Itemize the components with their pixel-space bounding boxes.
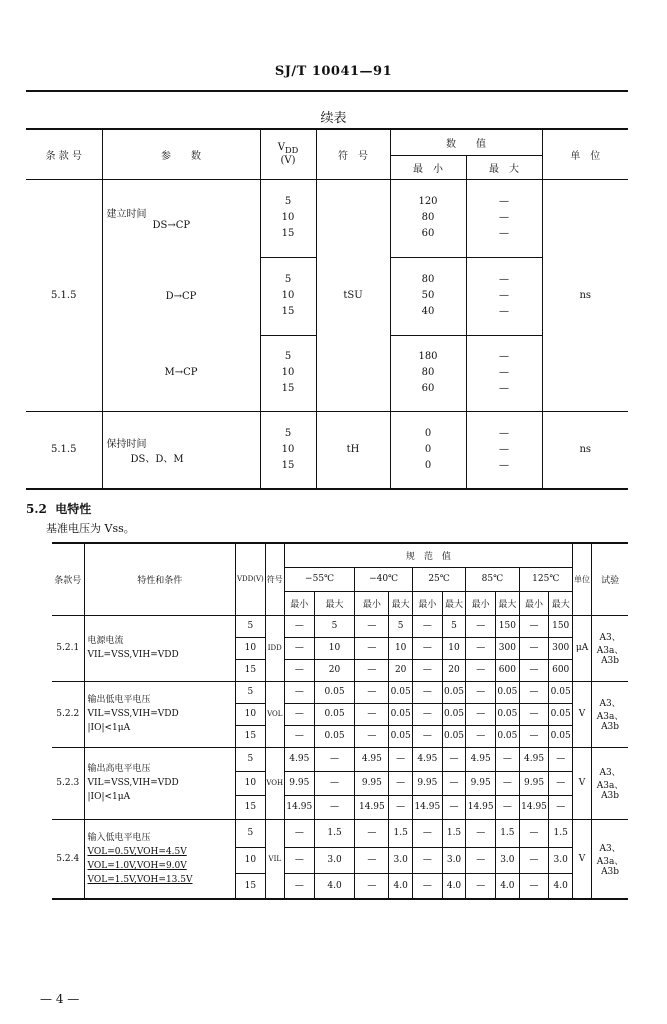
col-vdd: $V_{DD}$ (V) bbox=[260, 129, 316, 179]
spec-dash: — bbox=[284, 847, 314, 873]
test-r2: A3、A3a、A3b bbox=[592, 681, 628, 747]
min-group2: 80 50 40 bbox=[390, 257, 466, 335]
vdd-cell: 15 bbox=[236, 795, 266, 819]
vdd-cell: 10 bbox=[236, 847, 266, 873]
spec-value: 0.05 bbox=[442, 725, 465, 747]
h-clause: 条款号 bbox=[52, 543, 84, 615]
spec-dash: — bbox=[519, 637, 549, 659]
spec-value: 300 bbox=[549, 637, 572, 659]
spec-value: 5 bbox=[442, 615, 465, 637]
spec-dash: — bbox=[412, 615, 442, 637]
spec-value: 150 bbox=[496, 615, 519, 637]
spec-value: 20 bbox=[389, 659, 412, 681]
max-hold: — — — bbox=[466, 411, 542, 489]
cond-r4: 输入低电平电压 VOL=0.5V,VOH=4.5V VOL=1.0V,VOH=9.0V VOL=1.5V,VOH=13.5V bbox=[84, 819, 236, 899]
symbol-th: tH bbox=[316, 411, 390, 489]
symbol-r2: VOL bbox=[265, 681, 284, 747]
h-unit: 单位 bbox=[572, 543, 591, 615]
min-hold: 0 0 0 bbox=[390, 411, 466, 489]
col-unit: 单 位 bbox=[542, 129, 628, 179]
spec-value: 0.05 bbox=[549, 725, 572, 747]
spec-dash: — bbox=[284, 637, 314, 659]
continued-label: 续表 bbox=[320, 111, 347, 126]
cond-r1: 电源电流 VIL=VSS,VIH=VDD bbox=[84, 615, 236, 681]
spec-dash: — bbox=[549, 747, 572, 771]
unit-r2: V bbox=[572, 681, 591, 747]
spec-dash: — bbox=[519, 659, 549, 681]
spec-value: 14.95 bbox=[284, 795, 314, 819]
h-symbol: 符号 bbox=[265, 543, 284, 615]
spec-value: 4.0 bbox=[442, 873, 465, 899]
spec-value: 14.95 bbox=[355, 795, 389, 819]
clause-r2: 5.2.2 bbox=[52, 681, 84, 747]
spec-dash: — bbox=[412, 659, 442, 681]
spec-dash: — bbox=[442, 771, 465, 795]
test-r3: A3、A3a、A3b bbox=[592, 747, 628, 819]
h-test: 试验 bbox=[592, 543, 628, 615]
h-min: 最小 bbox=[284, 591, 314, 615]
spec-value: 9.95 bbox=[412, 771, 442, 795]
spec-value: 9.95 bbox=[466, 771, 496, 795]
h-t3: 25℃ bbox=[412, 567, 465, 591]
clause-r4: 5.2.4 bbox=[52, 819, 84, 899]
spec-value: 4.95 bbox=[519, 747, 549, 771]
col-clause: 条 款 号 bbox=[26, 129, 102, 179]
spec-value: 0.05 bbox=[314, 703, 355, 725]
spec-value: 4.95 bbox=[412, 747, 442, 771]
max-group3: — — — bbox=[466, 335, 542, 411]
clause-r3: 5.2.3 bbox=[52, 747, 84, 819]
spec-dash: — bbox=[355, 659, 389, 681]
vdd-cell: 15 bbox=[236, 725, 266, 747]
spec-value: 3.0 bbox=[549, 847, 572, 873]
spec-dash: — bbox=[519, 615, 549, 637]
spec-dash: — bbox=[355, 637, 389, 659]
spec-value: 10 bbox=[442, 637, 465, 659]
spec-dash: — bbox=[412, 637, 442, 659]
spec-value: 0.05 bbox=[549, 703, 572, 725]
spec-dash: — bbox=[519, 847, 549, 873]
spec-value: 10 bbox=[389, 637, 412, 659]
vdd-cell: 10 bbox=[236, 637, 266, 659]
spec-dash: — bbox=[412, 703, 442, 725]
vdd-group1: 5 10 15 bbox=[260, 179, 316, 257]
spec-dash: — bbox=[496, 747, 519, 771]
spec-dash: — bbox=[519, 873, 549, 899]
spec-value: 4.0 bbox=[389, 873, 412, 899]
spec-value: 600 bbox=[496, 659, 519, 681]
spec-dash: — bbox=[284, 703, 314, 725]
spec-value: 4.0 bbox=[549, 873, 572, 899]
timing-table bbox=[26, 128, 628, 490]
spec-value: 0.05 bbox=[496, 725, 519, 747]
min-group3: 180 80 60 bbox=[390, 335, 466, 411]
spec-value: 0.05 bbox=[389, 681, 412, 703]
spec-value: 3.0 bbox=[314, 847, 355, 873]
spec-value: 1.5 bbox=[442, 819, 465, 847]
h-min: 最小 bbox=[412, 591, 442, 615]
col-symbol: 符 号 bbox=[316, 129, 390, 179]
electrical-table bbox=[52, 542, 628, 900]
spec-dash: — bbox=[314, 795, 355, 819]
spec-value: 3.0 bbox=[496, 847, 519, 873]
unit-r4: V bbox=[572, 819, 591, 899]
spec-dash: — bbox=[284, 819, 314, 847]
spec-value: 4.0 bbox=[496, 873, 519, 899]
h-t4: 85℃ bbox=[466, 567, 519, 591]
page-header: SJ/T 10041—91 bbox=[274, 64, 393, 79]
setup-m: M→CP bbox=[102, 335, 260, 411]
vdd-cell: 10 bbox=[236, 703, 266, 725]
spec-value: 0.05 bbox=[314, 681, 355, 703]
cond-r2: 输出低电平电压 VIL=VSS,VIH=VDD |IO|<1μA bbox=[84, 681, 236, 747]
spec-dash: — bbox=[412, 725, 442, 747]
header-rule bbox=[26, 90, 628, 92]
spec-dash: — bbox=[355, 703, 389, 725]
vdd-group2: 5 10 15 bbox=[260, 257, 316, 335]
vdd-cell: 15 bbox=[236, 659, 266, 681]
spec-value: 4.95 bbox=[355, 747, 389, 771]
clause-r1: 5.2.1 bbox=[52, 615, 84, 681]
h-max: 最大 bbox=[496, 591, 519, 615]
col-param: 参 数 bbox=[102, 129, 260, 179]
h-min: 最小 bbox=[519, 591, 549, 615]
spec-dash: — bbox=[466, 637, 496, 659]
spec-value: 1.5 bbox=[496, 819, 519, 847]
spec-value: 20 bbox=[314, 659, 355, 681]
spec-dash: — bbox=[442, 795, 465, 819]
spec-dash: — bbox=[389, 771, 412, 795]
h-max: 最大 bbox=[442, 591, 465, 615]
spec-value: 1.5 bbox=[314, 819, 355, 847]
max-group2: — — — bbox=[466, 257, 542, 335]
symbol-r4: VIL bbox=[265, 819, 284, 899]
spec-dash: — bbox=[412, 681, 442, 703]
spec-dash: — bbox=[355, 819, 389, 847]
spec-value: 1.5 bbox=[549, 819, 572, 847]
spec-value: 14.95 bbox=[466, 795, 496, 819]
spec-value: 0.05 bbox=[389, 725, 412, 747]
min-group1: 120 80 60 bbox=[390, 179, 466, 257]
vdd-cell: 5 bbox=[236, 615, 266, 637]
spec-value: 4.0 bbox=[314, 873, 355, 899]
section-heading: 5.2 电特性 bbox=[26, 502, 92, 516]
h-t5: 125℃ bbox=[519, 567, 572, 591]
spec-dash: — bbox=[466, 819, 496, 847]
col-value: 数 值 bbox=[390, 129, 542, 155]
test-r1: A3、A3a、A3b bbox=[592, 615, 628, 681]
test-r4: A3、A3a、A3b bbox=[592, 819, 628, 899]
spec-value: 14.95 bbox=[519, 795, 549, 819]
spec-value: 0.05 bbox=[496, 703, 519, 725]
spec-value: 5 bbox=[314, 615, 355, 637]
h-min: 最小 bbox=[466, 591, 496, 615]
h-max: 最大 bbox=[314, 591, 355, 615]
spec-value: 4.95 bbox=[284, 747, 314, 771]
spec-dash: — bbox=[412, 819, 442, 847]
spec-dash: — bbox=[314, 747, 355, 771]
spec-value: 9.95 bbox=[355, 771, 389, 795]
vdd-hold: 5 10 15 bbox=[260, 411, 316, 489]
col-min: 最 小 bbox=[390, 155, 466, 179]
h-cond: 特性和条件 bbox=[84, 543, 236, 615]
spec-value: 9.95 bbox=[519, 771, 549, 795]
spec-dash: — bbox=[519, 819, 549, 847]
spec-dash: — bbox=[355, 725, 389, 747]
spec-dash: — bbox=[496, 795, 519, 819]
spec-dash: — bbox=[389, 747, 412, 771]
spec-dash: — bbox=[496, 771, 519, 795]
h-vdd: VDD(V) bbox=[236, 543, 266, 615]
h-max: 最大 bbox=[389, 591, 412, 615]
cond-r3: 输出高电平电压 VIL=VSS,VIH=VDD |IO|<1μA bbox=[84, 747, 236, 819]
unit-b: ns bbox=[542, 411, 628, 489]
spec-value: 14.95 bbox=[412, 795, 442, 819]
h-t2: −40℃ bbox=[355, 567, 413, 591]
spec-value: 600 bbox=[549, 659, 572, 681]
vdd-cell: 10 bbox=[236, 771, 266, 795]
vdd-cell: 15 bbox=[236, 873, 266, 899]
spec-dash: — bbox=[519, 703, 549, 725]
h-min: 最小 bbox=[355, 591, 389, 615]
unit-r1: μA bbox=[572, 615, 591, 681]
spec-value: 300 bbox=[496, 637, 519, 659]
spec-value: 0.05 bbox=[442, 703, 465, 725]
spec-dash: — bbox=[355, 847, 389, 873]
spec-dash: — bbox=[442, 747, 465, 771]
spec-value: 4.95 bbox=[466, 747, 496, 771]
spec-value: 150 bbox=[549, 615, 572, 637]
spec-dash: — bbox=[466, 873, 496, 899]
spec-value: 0.05 bbox=[314, 725, 355, 747]
spec-value: 3.0 bbox=[389, 847, 412, 873]
spec-dash: — bbox=[466, 703, 496, 725]
spec-dash: — bbox=[519, 725, 549, 747]
symbol-tsu: tSU bbox=[316, 179, 390, 411]
spec-dash: — bbox=[389, 795, 412, 819]
symbol-r3: VOH bbox=[265, 747, 284, 819]
spec-dash: — bbox=[466, 725, 496, 747]
vdd-cell: 5 bbox=[236, 681, 266, 703]
h-spec: 规 范 值 bbox=[284, 543, 572, 567]
setup-d: D→CP bbox=[102, 257, 260, 335]
h-t1: −55℃ bbox=[284, 567, 354, 591]
setup-ds: 建立时间 DS→CP bbox=[102, 179, 260, 257]
spec-value: 10 bbox=[314, 637, 355, 659]
spec-value: 3.0 bbox=[442, 847, 465, 873]
spec-dash: — bbox=[284, 725, 314, 747]
spec-dash: — bbox=[412, 873, 442, 899]
hold-time: 保持时间 DS、D、M bbox=[102, 411, 260, 489]
spec-dash: — bbox=[284, 681, 314, 703]
spec-value: 1.5 bbox=[389, 819, 412, 847]
spec-dash: — bbox=[549, 771, 572, 795]
spec-value: 0.05 bbox=[389, 703, 412, 725]
spec-dash: — bbox=[466, 681, 496, 703]
spec-dash: — bbox=[412, 847, 442, 873]
spec-value: 0.05 bbox=[496, 681, 519, 703]
spec-dash: — bbox=[466, 615, 496, 637]
vdd-cell: 5 bbox=[236, 819, 266, 847]
symbol-r1: IDD bbox=[265, 615, 284, 681]
spec-dash: — bbox=[284, 615, 314, 637]
max-group1: — — — bbox=[466, 179, 542, 257]
spec-dash: — bbox=[355, 681, 389, 703]
col-max: 最 大 bbox=[466, 155, 542, 179]
spec-value: 9.95 bbox=[284, 771, 314, 795]
spec-dash: — bbox=[355, 615, 389, 637]
spec-dash: — bbox=[355, 873, 389, 899]
unit-r3: V bbox=[572, 747, 591, 819]
spec-value: 0.05 bbox=[442, 681, 465, 703]
spec-dash: — bbox=[314, 771, 355, 795]
spec-dash: — bbox=[466, 847, 496, 873]
spec-dash: — bbox=[549, 795, 572, 819]
clause-5-1-5b: 5.1.5 bbox=[26, 411, 102, 489]
spec-value: 5 bbox=[389, 615, 412, 637]
spec-dash: — bbox=[519, 681, 549, 703]
page-number: — 4 — bbox=[40, 992, 80, 1006]
vdd-group3: 5 10 15 bbox=[260, 335, 316, 411]
h-max: 最大 bbox=[549, 591, 572, 615]
clause-5-1-5a: 5.1.5 bbox=[26, 179, 102, 411]
unit-a: ns bbox=[542, 179, 628, 411]
spec-dash: — bbox=[284, 659, 314, 681]
spec-dash: — bbox=[466, 659, 496, 681]
spec-value: 20 bbox=[442, 659, 465, 681]
spec-dash: — bbox=[284, 873, 314, 899]
vdd-cell: 5 bbox=[236, 747, 266, 771]
reference-note: 基准电压为 Vss。 bbox=[46, 522, 135, 535]
spec-value: 0.05 bbox=[549, 681, 572, 703]
